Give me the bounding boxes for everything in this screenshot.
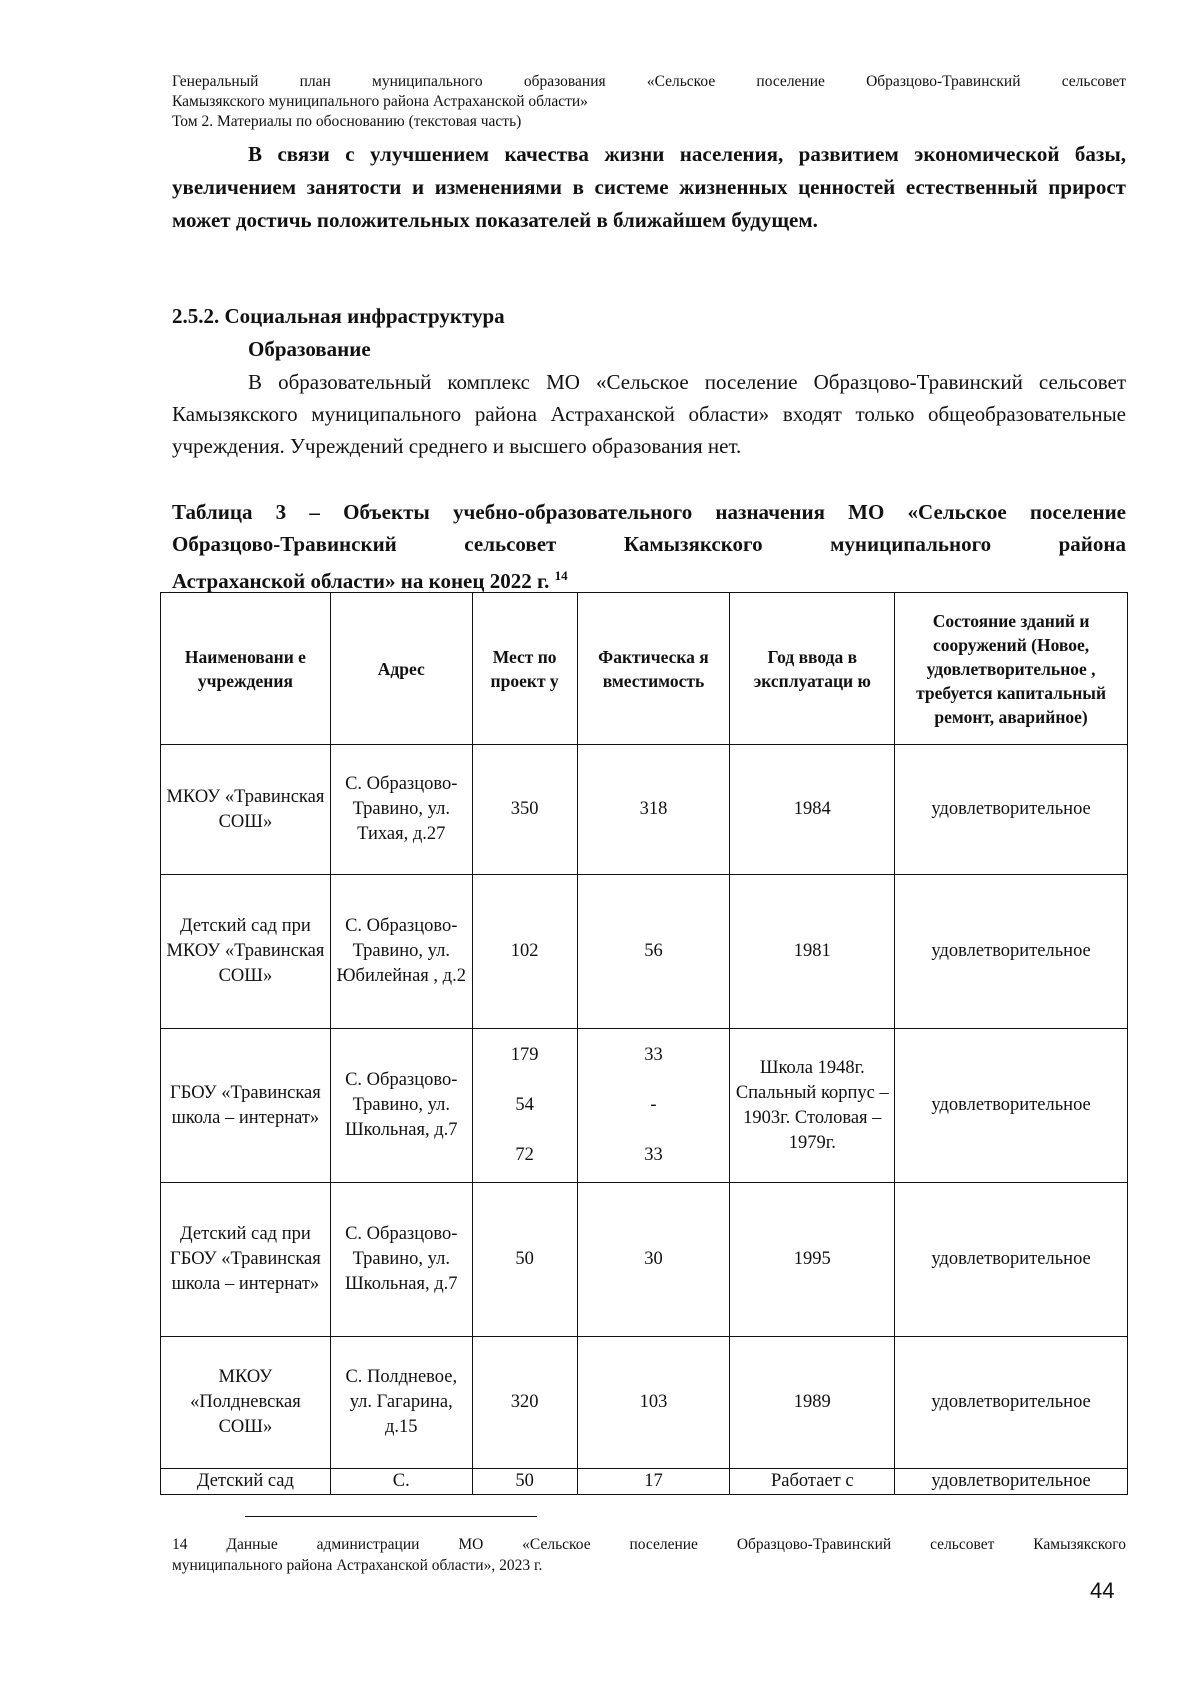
header-line-3: Том 2. Материалы по обоснованию (текстовая часть) (172, 113, 522, 130)
table-cell: Детский сад при ГБОУ «Травинская школа – интернат» (161, 1183, 331, 1337)
table-row (161, 1183, 1128, 1337)
table-cell: удовлетворительное (895, 1337, 1128, 1469)
table-cell: удовлетворительное (895, 1183, 1128, 1337)
lead-paragraph: В связи с улучшением качества жизни населения, развитием экономической базы, увеличением занятости и изменениями в системе жизненных ценностей естественный прирост может достичь положительных показателей в ближайшем будущем. (172, 142, 1126, 232)
caption-line-3: Астраханской области» на конец 2022 г. (172, 569, 550, 593)
table-cell: 1981 (730, 875, 895, 1029)
column-header: Наименовани е учреждения (161, 593, 331, 745)
footnote (172, 1534, 1126, 1576)
table-cell: Детский сад при МКОУ «Травинская СОШ» (161, 875, 331, 1029)
table-cell: С. Образцово-Травино, ул. Школьная, д.7 (330, 1183, 472, 1337)
column-header: Состояние зданий и сооружений (Новое, удовлетворительное , требуется капитальный ремонт, аварийное) (895, 593, 1128, 745)
column-header: Год ввода в эксплуатаци ю (730, 593, 895, 745)
running-header (172, 72, 1126, 132)
page-number: 44 (1090, 1578, 1115, 1603)
table-header-row (161, 593, 1128, 745)
table-cell: С. Образцово-Травино, ул. Юбилейная , д.2 (330, 875, 472, 1029)
table-row (161, 1029, 1128, 1183)
table-cell: С. (330, 1469, 472, 1495)
table-cell: 179 54 72 (472, 1029, 577, 1183)
table-row (161, 1469, 1128, 1495)
table-cell: Работает с (730, 1469, 895, 1495)
table-row (161, 875, 1128, 1029)
table-cell: 56 (577, 875, 730, 1029)
column-header: Фактическа я вместимость (577, 593, 730, 745)
table-cell: 33 - 33 (577, 1029, 730, 1183)
table-cell: 50 (472, 1469, 577, 1495)
table-cell: удовлетворительное (895, 1029, 1128, 1183)
footnote-line-1: 14 Данные администрации МО «Сельское поселение Образцово-Травинский сельсовет Камызякского (172, 1536, 1126, 1553)
table-cell: МКОУ «Полдневская СОШ» (161, 1337, 331, 1469)
table-cell: С. Образцово-Травино, ул. Школьная, д.7 (330, 1029, 472, 1183)
column-header: Адрес (330, 593, 472, 745)
table-cell: 102 (472, 875, 577, 1029)
table-cell: 17 (577, 1469, 730, 1495)
table-cell: удовлетворительное (895, 1469, 1128, 1495)
section-title: 2.5.2. Социальная инфраструктура (172, 304, 505, 328)
body-paragraph: В образовательный комплекс МО «Сельское поселение Образцово-Травинский сельсовет Камызякского муниципального района Астраханской области» входят только общеобразовательные учреждения. Учреждений среднего и высшего образования нет. (172, 370, 1126, 458)
table-cell: С. Образцово-Травино, ул. Тихая, д.27 (330, 745, 472, 875)
education-objects-table (160, 592, 1128, 1495)
table-cell: 318 (577, 745, 730, 875)
table-cell: 350 (472, 745, 577, 875)
caption-line-1: Таблица 3 – Объекты учебно-образовательного назначения МО «Сельское поселение (172, 500, 1126, 524)
table-cell: МКОУ «Травинская СОШ» (161, 745, 331, 875)
table-caption (172, 496, 1126, 597)
table-cell: Школа 1948г. Спальный корпус – 1903г. Столовая – 1979г. (730, 1029, 895, 1183)
table-cell: удовлетворительное (895, 745, 1128, 875)
footnote-divider (245, 1516, 537, 1517)
table-cell: 30 (577, 1183, 730, 1337)
table-cell: 1995 (730, 1183, 895, 1337)
caption-line-2: Образцово-Травинский сельсовет Камызякского муниципального района (172, 532, 1126, 556)
table-cell: удовлетворительное (895, 875, 1128, 1029)
table-row (161, 745, 1128, 875)
footnote-line-2: муниципального района Астраханской области», 2023 г. (172, 1557, 543, 1574)
table-cell: 1984 (730, 745, 895, 875)
footnote-ref: 14 (554, 568, 568, 583)
header-line-1: Генеральный план муниципального образования «Сельское поселение Образцово-Травинский сельсовет (172, 73, 1126, 90)
table-cell: 103 (577, 1337, 730, 1469)
subsection-title: Образование (248, 337, 371, 361)
table-cell: 320 (472, 1337, 577, 1469)
column-header: Мест по проект у (472, 593, 577, 745)
table-cell: Детский сад (161, 1469, 331, 1495)
table-cell: 50 (472, 1183, 577, 1337)
table-cell: 1989 (730, 1337, 895, 1469)
header-line-2: Камызякского муниципального района Астраханской области» (172, 93, 588, 110)
table-cell: С. Полдневое, ул. Гагарина, д.15 (330, 1337, 472, 1469)
table-cell: ГБОУ «Травинская школа – интернат» (161, 1029, 331, 1183)
table-row (161, 1337, 1128, 1469)
